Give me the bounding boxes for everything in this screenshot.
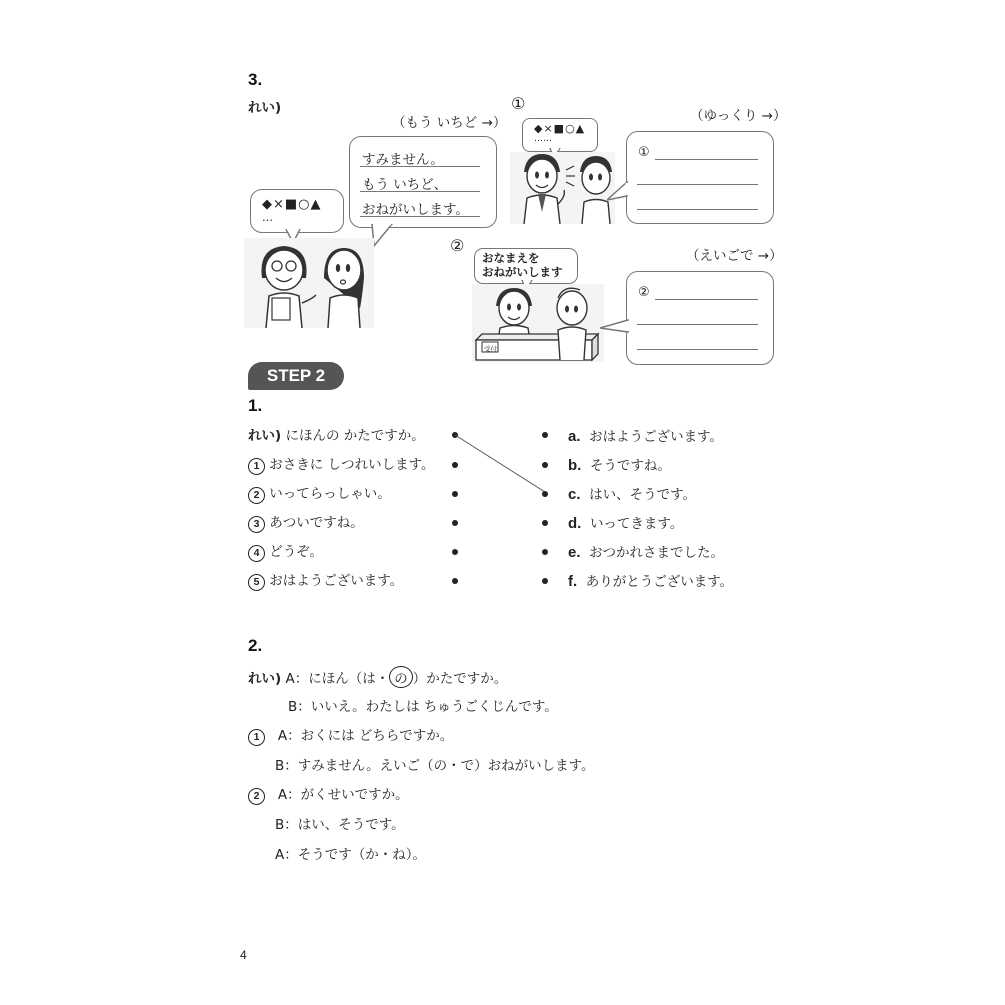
match-left-example-text: にほんの かたですか。 (285, 428, 425, 444)
item-2-answer-bubble-tail (600, 318, 630, 334)
match-left-item-4-marker: 4 (248, 545, 265, 562)
example-speech-symbols: ◆×■○▲ (262, 197, 322, 212)
example-answer-line-1: すみません。 (362, 152, 444, 168)
item-2-answer-line-2[interactable] (637, 324, 758, 325)
item-1-answer-bubble-tail (607, 180, 629, 202)
match-right-item-c (568, 483, 696, 503)
item-2-speech-line-2: おねがいします (482, 265, 563, 279)
match-right-item-c-letter: c. (568, 486, 581, 503)
section-2-example-b: B：いいえ。わたしは ちゅうごくじんです。 (288, 699, 558, 715)
match-left-dot-4[interactable] (452, 549, 458, 555)
section-2-example-circled-answer: の (389, 666, 413, 688)
item-2-speech-line-1: おなまえを (482, 251, 540, 265)
match-left-item-1-text: おさきに しつれいします。 (269, 457, 435, 473)
match-right-item-e-text: おつかれさまでした。 (589, 545, 724, 561)
example-underline-2 (360, 191, 480, 192)
match-right-item-f-letter: f. (568, 573, 578, 590)
match-right-item-d (568, 512, 683, 532)
match-right-item-a-letter: a. (568, 428, 581, 445)
match-left-item-4 (248, 540, 323, 562)
item-2-hint: （えいごで →） (686, 248, 783, 264)
match-right-dot-f[interactable] (542, 578, 548, 584)
item-1-answer-marker: ① (638, 145, 650, 160)
item-2-desk-sign: 受付 (484, 345, 497, 353)
match-right-item-b (568, 454, 671, 474)
example-match-line (450, 430, 550, 496)
section-2-q2-a-row (248, 783, 409, 805)
example-answer-line-2: もう いちど、 (362, 177, 448, 193)
match-right-item-d-text: いってきます。 (589, 516, 684, 532)
match-right-dot-b[interactable] (542, 462, 548, 468)
match-left-item-3-marker: 3 (248, 516, 265, 533)
match-left-item-1-marker: 1 (248, 458, 265, 475)
item-2-answer-line-3[interactable] (637, 349, 758, 350)
match-right-item-d-letter: d. (568, 515, 582, 532)
step-2-badge: STEP 2 (248, 362, 344, 390)
match-left-item-5-text: おはようございます。 (269, 573, 404, 589)
item-2-marker: ② (450, 236, 465, 255)
match-right-item-f-text: ありがとうございます。 (585, 574, 734, 590)
match-left-item-2 (248, 482, 391, 504)
match-left-item-1 (248, 453, 435, 475)
match-left-item-5-marker: 5 (248, 574, 265, 591)
section-2-example-label: れい) (248, 671, 282, 687)
item-1-answer-line-2[interactable] (637, 184, 758, 185)
section-2-q2-a2[interactable]: A：そうです（か・ね）。 (275, 847, 426, 863)
section-2-q1-b[interactable]: B：すみません。えいご（の・で）おねがいします。 (275, 758, 595, 774)
example-underline-1 (360, 166, 480, 167)
item-1-speech-symbols: ◆×■○▲ (534, 122, 586, 135)
match-left-item-4-text: どうぞ。 (269, 544, 324, 560)
section-2-q2-marker: 2 (248, 788, 265, 805)
match-left-example (248, 424, 425, 444)
match-right-item-a-text: おはようございます。 (589, 429, 724, 445)
match-right-item-b-letter: b. (568, 457, 582, 474)
item-1-answer-line-3[interactable] (637, 209, 758, 210)
item-1-answer-line-1[interactable] (655, 159, 758, 160)
section-2-q1-marker: 1 (248, 729, 265, 746)
match-left-item-2-text: いってらっしゃい。 (269, 486, 391, 502)
example-answer-bubble-tail (370, 224, 400, 248)
match-left-item-2-marker: 2 (248, 487, 265, 504)
match-left-example-marker: れい) (248, 428, 282, 444)
section-3-number: 3. (248, 70, 263, 89)
match-left-item-3-text: あついですね。 (269, 515, 364, 531)
match-right-dot-c[interactable] (542, 491, 548, 497)
section-2-q1-a-row (248, 724, 453, 746)
section-3-example-label: れい) (248, 100, 282, 116)
match-right-item-a (568, 425, 723, 445)
example-hint: （もう いちど →） (392, 115, 507, 131)
item-1-marker: ① (511, 94, 526, 113)
match-left-item-5 (248, 569, 403, 591)
example-speech-dots: … (262, 211, 273, 224)
example-answer-line-3: おねがいします。 (362, 202, 469, 218)
section-2-number: 2. (248, 636, 263, 655)
section-2-q1-a: A：おくには どちらですか。 (277, 728, 454, 744)
item-1-speech-dots: …… (534, 134, 552, 144)
item-1-hint: （ゆっくり →） (690, 108, 787, 124)
item-2-answer-line-1[interactable] (655, 299, 758, 300)
match-right-dot-a[interactable] (542, 432, 548, 438)
item-1-illustration (510, 152, 615, 224)
section-2-q2-b: B：はい、そうです。 (275, 817, 405, 833)
match-right-item-e (568, 541, 724, 561)
section-2-example-a (248, 666, 507, 688)
section-2-example-a-post: ）かたですか。 (412, 671, 508, 687)
match-right-dot-e[interactable] (542, 549, 548, 555)
match-right-dot-d[interactable] (542, 520, 548, 526)
section-1-number: 1. (248, 396, 263, 415)
match-left-item-3 (248, 511, 364, 533)
match-right-item-c-text: はい、そうです。 (589, 487, 697, 503)
match-left-dot-3[interactable] (452, 520, 458, 526)
example-illustration (244, 238, 374, 328)
item-2-answer-marker: ② (638, 285, 650, 300)
match-left-dot-5[interactable] (452, 578, 458, 584)
example-underline-3 (360, 216, 480, 217)
match-right-item-e-letter: e. (568, 544, 581, 561)
match-right-item-f (568, 570, 733, 590)
section-2-q2-a1: A：がくせいですか。 (277, 787, 409, 803)
page-number: 4 (240, 948, 247, 962)
match-right-item-b-text: そうですね。 (589, 458, 671, 474)
section-2-example-a-pre: A：にほん（は・ (285, 671, 390, 687)
